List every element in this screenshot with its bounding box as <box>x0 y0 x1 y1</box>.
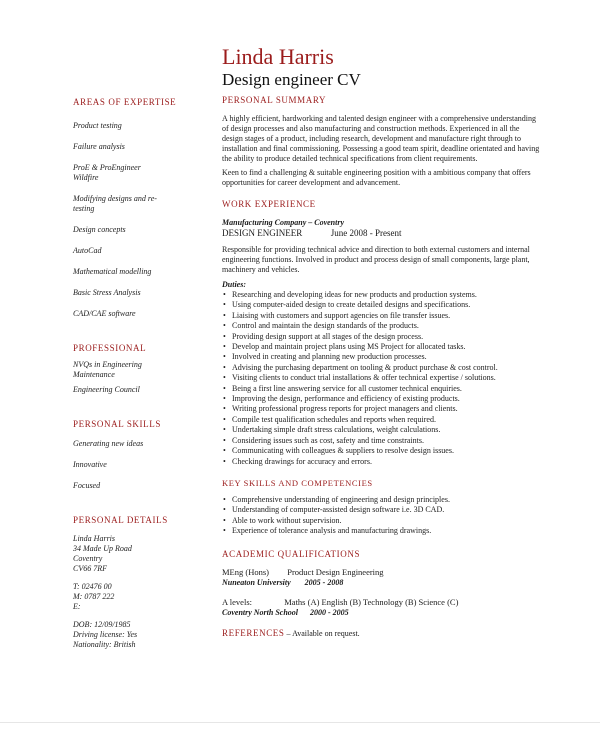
job-description: Responsible for providing technical advice and direction to both external customers and internal engineering functions. Involved in product and process design of small components, large plant, machinery and vehicles. <box>222 245 530 274</box>
skills-item: Innovative <box>73 460 107 469</box>
alevels-school: Coventry North School <box>222 607 299 617</box>
meng-school: Nuneaton University <box>222 577 291 587</box>
meng-school-line <box>222 578 542 588</box>
list-item: • Comprehensive understanding of engineering and design principles. <box>232 495 542 505</box>
references-line <box>222 628 542 639</box>
alevels-subjects: Maths (A) English (B) Technology (B) Science (C) <box>284 596 459 607</box>
duties-list <box>222 290 542 467</box>
alevels-school-line <box>222 608 542 618</box>
expertise-item: Design concepts <box>73 225 126 234</box>
right-column <box>222 95 542 639</box>
expertise-item: Basic Stress Analysis <box>73 288 141 297</box>
list-item: • Improving the design, performance and efficiency of existing products. <box>232 394 542 404</box>
cv-name: Linda Harris <box>222 44 334 69</box>
list-item: • Involved in creating and planning new production processes. <box>232 352 542 362</box>
summary-paragraph: A highly efficient, hardworking and talented design engineer with a comprehensive understanding of design processes and also manufacturing and construction methods. Experienced in all the design stages of a product, including research, development and manufacture right through to installation and final commissioning. Possessing a good team spirit, deadline orientated and having the ability to produce detailed technical specifications from client requirements. <box>222 114 540 163</box>
address-line: CV66 7RF <box>73 564 107 573</box>
alevels-label: A levels: <box>222 596 252 607</box>
academic-heading: ACADEMIC QUALIFICATIONS <box>222 548 361 559</box>
list-item: • Visiting clients to conduct trial installations & offer technical expertise / solutions. <box>232 373 542 383</box>
list-item: • Control and maintain the design standards of the products. <box>232 321 542 331</box>
list-item: • Providing design support at all stages of the design process. <box>232 332 542 342</box>
job-title: DESIGN ENGINEER <box>222 228 303 238</box>
meng-dates: 2005 - 2008 <box>304 577 344 587</box>
list-item: • Experience of tolerance analysis and manufacturing drawings. <box>232 526 542 536</box>
skills-heading: PERSONAL SKILLS <box>73 419 161 429</box>
expertise-item: ProE & ProEngineer Wildfire <box>73 163 141 182</box>
cv-title: Design engineer CV <box>222 70 361 89</box>
expertise-item: AutoCad <box>73 246 102 255</box>
page-bottom-divider <box>0 722 600 723</box>
summary-paragraph: Keen to find a challenging & suitable engineering position with a ambitious company that offers opportunities for career development and advancement. <box>222 168 531 187</box>
key-skills-heading: KEY SKILLS AND COMPETENCIES <box>222 477 373 488</box>
personal-line: Driving license: Yes <box>73 630 138 639</box>
alevels-dates: 2000 - 2005 <box>310 607 349 617</box>
professional-heading: PROFESSIONAL <box>73 343 147 353</box>
references-heading: REFERENCES <box>222 627 285 638</box>
address-line: Coventry <box>73 554 103 563</box>
address-line: 34 Made Up Road <box>73 544 132 553</box>
summary-heading: PERSONAL SUMMARY <box>222 95 327 105</box>
details-heading: PERSONAL DETAILS <box>73 515 168 525</box>
expertise-item: Modifying designs and re-testing <box>73 194 157 213</box>
expertise-item: Failure analysis <box>73 142 125 151</box>
list-item: • Liaising with customers and support agencies on file transfer issues. <box>232 311 542 321</box>
expertise-heading: AREAS OF EXPERTISE <box>73 97 177 107</box>
duties-heading: Duties: <box>222 280 246 289</box>
list-item: • Advising the purchasing department on tooling & product purchase & cost control. <box>232 363 542 373</box>
company-name: Manufacturing Company – Coventry <box>222 218 345 227</box>
expertise-item: Product testing <box>73 121 122 130</box>
list-item: • Writing professional progress reports for project managers and clients. <box>232 404 542 414</box>
list-item: • Communicating with colleagues & suppliers to resolve design issues. <box>232 446 542 456</box>
left-column <box>73 97 208 650</box>
expertise-item: Mathematical modelling <box>73 267 152 276</box>
personal-line: Nationality: British <box>73 640 136 649</box>
list-item: • Able to work without supervision. <box>232 516 542 526</box>
meng-label: MEng (Hons) <box>222 566 269 577</box>
contact-line: E: <box>73 602 81 611</box>
list-item: • Checking drawings for accuracy and errors. <box>232 457 542 467</box>
list-item: • Being a first line answering service for all customer technical enquiries. <box>232 384 542 394</box>
contact-line: M: 0787 222 <box>73 592 115 601</box>
job-dates: June 2008 - Present <box>330 228 402 238</box>
skills-item: Focused <box>73 481 101 490</box>
job-title-line <box>222 228 542 239</box>
contact-line: T: 02476 00 <box>73 582 112 591</box>
meng-course: Product Design Engineering <box>287 566 384 577</box>
skills-item: Generating new ideas <box>73 439 144 448</box>
alevels-line <box>222 597 542 608</box>
list-item: • Considering issues such as cost, safety and time constraints. <box>232 436 542 446</box>
address-line: Linda Harris <box>73 534 116 543</box>
list-item: • Researching and developing ideas for new products and production systems. <box>232 290 542 300</box>
list-item: • Using computer-aided design to create detailed designs and specifications. <box>232 300 542 310</box>
list-item: • Compile test qualification schedules and reports when required. <box>232 415 542 425</box>
personal-line: DOB: 12/09/1985 <box>73 620 131 629</box>
professional-item: NVQs in Engineering Maintenance <box>73 360 142 379</box>
key-skills-list <box>222 495 542 537</box>
list-item: • Understanding of computer-assisted design software i.e. 3D CAD. <box>232 505 542 515</box>
references-text: – Available on request. <box>286 628 360 638</box>
list-item: • Develop and maintain project plans using MS Project for allocated tasks. <box>232 342 542 352</box>
list-item: • Undertaking simple draft stress calculations, weight calculations. <box>232 425 542 435</box>
meng-line <box>222 567 542 578</box>
work-heading: WORK EXPERIENCE <box>222 199 316 209</box>
professional-item: Engineering Council <box>73 385 140 394</box>
expertise-item: CAD/CAE software <box>73 309 136 318</box>
